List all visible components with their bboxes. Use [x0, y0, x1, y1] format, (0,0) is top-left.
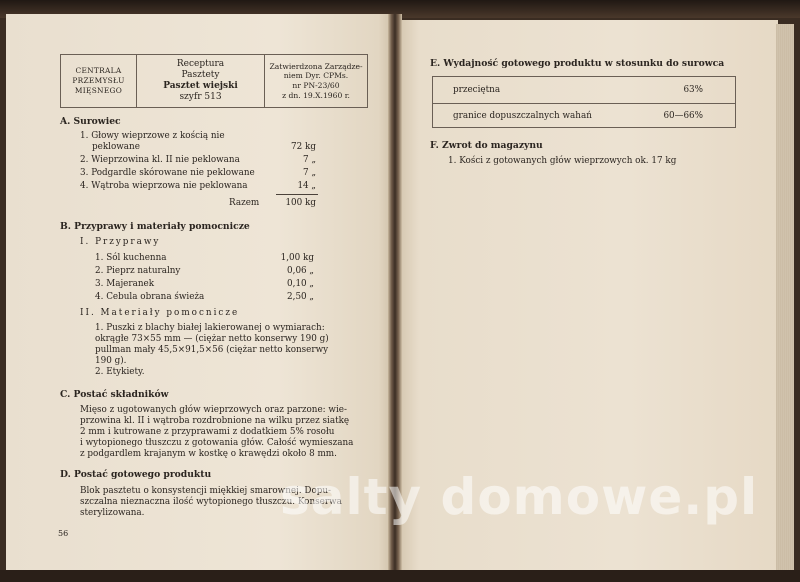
paragraph-line: Blok pasztetu o konsystencji miękkiej smarownej. Dopu- [80, 486, 332, 496]
material-line: pullman mały 45,5×91,5×56 (ciężar netto konserwy [95, 345, 329, 355]
approval-line: nr PN-23/60 [292, 81, 340, 90]
approval-line: z dn. 19.X.1960 r. [282, 90, 350, 100]
recipe-cell [137, 55, 265, 107]
watermark: salty domowe.pl [280, 468, 759, 526]
yield-value: 63% [683, 85, 703, 95]
spice-line: 2. Pieprz naturalny [95, 266, 181, 276]
section-d-title: D. Postać gotowego produktu [60, 469, 212, 480]
section-f-title: F. Zwrot do magazynu [430, 140, 543, 151]
recipe-name: Pasztet wiejski [163, 81, 238, 91]
material-line: 1. Puszki z blachy białej lakierowanej o wymiarach: [95, 323, 325, 333]
org-line: CENTRALA [75, 66, 122, 75]
page-number: 56 [58, 529, 69, 538]
spices-subtitle: I. Przyprawy [80, 237, 161, 247]
material-line: 190 g). [95, 356, 127, 366]
approval-cell [265, 55, 367, 107]
spice-line: 4. Cebula obrana świeża [95, 292, 205, 302]
yield-value: 60—66% [663, 111, 703, 121]
org-cell [61, 55, 137, 107]
section-c-title: C. Postać składników [60, 389, 169, 400]
recipe-header-table [60, 54, 368, 108]
material-line: 2. Etykiety. [95, 367, 145, 377]
yield-table [432, 76, 736, 128]
ingredient-value: 7 „ [303, 155, 316, 165]
sum-rule [276, 194, 318, 195]
approval-line: niem Dyr. CPMs. [283, 71, 349, 81]
section-e-title: E. Wydajność gotowego produktu w stosunku do surowca [430, 58, 725, 69]
section-b-title: B. Przyprawy i materiały pomocnicze [60, 221, 250, 232]
ingredient-value: 72 kg [291, 142, 316, 152]
paragraph-line: sterylizowana. [80, 508, 145, 518]
org-line: MIĘSNEGO [74, 86, 123, 95]
paragraph-line: 2 mm i kutrowane z przyprawami z dodatkiem 5% rosołu [80, 427, 335, 437]
page-stack-edge [776, 24, 794, 572]
spice-line: 1. Sól kuchenna [95, 253, 167, 263]
paragraph-line: Mięso z ugotowanych głów wieprzowych oraz parzone: wie- [80, 405, 347, 415]
yield-row [433, 77, 735, 103]
paragraph-line: z podgardlem krajanym w kostkę o krawędzi około 8 mm. [80, 449, 337, 459]
ingredient-line: 1. Głowy wieprzowe z kością nie [80, 131, 225, 141]
ingredient-line: 3. Podgardle skórowane nie peklowane [80, 168, 255, 178]
total-label: Razem [229, 198, 260, 208]
material-line: okrągłe 73×55 mm — (ciężar netto konserwy 190 g) [95, 334, 329, 344]
paragraph-line: przowina kl. II i wątroba rozdrobnione na wilku przez siatkę [80, 416, 350, 426]
ingredient-line: 4. Wątroba wieprzowa nie peklowana [80, 181, 248, 191]
paragraph-line: i wytopionego tłuszczu z gotowania głów. Całość wymieszana [80, 438, 354, 448]
recipe-code: szyfr 513 [179, 92, 222, 102]
recipe-line: Pasztety [181, 70, 220, 80]
recipe-line: Receptura [176, 59, 225, 69]
spice-value: 0,10 „ [287, 279, 314, 289]
return-item: 1. Kości z gotowanych głów wieprzowych ok. 17 kg [448, 156, 677, 166]
spice-value: 2,50 „ [287, 292, 314, 302]
yield-label: granice dopuszczalnych wahań [453, 111, 592, 121]
total-value: 100 kg [285, 198, 316, 208]
org-line: PRZEMYSŁU [72, 76, 125, 85]
spice-value: 1,00 kg [280, 253, 314, 263]
ingredient-line: 2. Wieprzowina kl. II nie peklowana [80, 155, 240, 165]
approval-line: Zatwierdzona Zarządze- [269, 61, 363, 71]
spice-value: 0,06 „ [287, 266, 314, 276]
bottom-shadow [0, 570, 800, 582]
ingredient-value: 7 „ [303, 168, 316, 178]
yield-label: przeciętna [453, 85, 501, 95]
paragraph-line: szczalna nieznaczna ilość wytopionego tłuszczu. Konserwa [80, 497, 342, 507]
materials-subtitle: II. Materiały pomocnicze [80, 308, 240, 318]
section-a-title: A. Surowiec [60, 116, 121, 127]
ingredient-value: 14 „ [297, 181, 316, 191]
ingredient-line: peklowane [92, 142, 140, 152]
spice-line: 3. Majeranek [95, 279, 155, 289]
yield-row [433, 103, 735, 129]
